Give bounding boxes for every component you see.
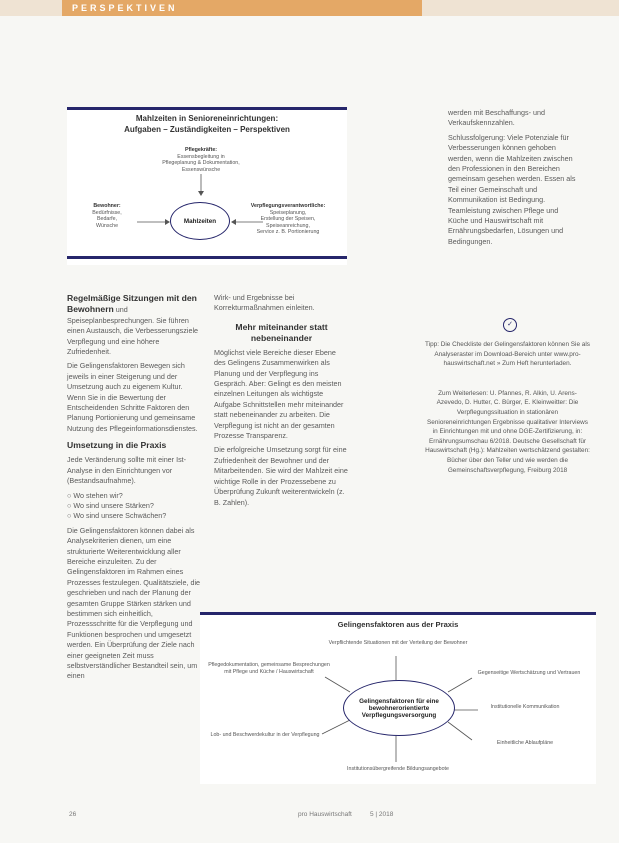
checklist — [67, 491, 203, 522]
sidebar — [425, 340, 590, 475]
node-pflegekraefte-line: Essenswünsche — [181, 166, 221, 173]
node-bewohner-title: Bewohner: — [93, 203, 121, 209]
paragraph: Die erfolgreiche Umsetzung sorgt für eine Zufriedenheit der Bewohner und der Mitarbeitenden. Sie wird der Mahlzeit eine wichtige Rolle in der Prozessebene zu Überprüfung Zukunft weiterentwickeln (z. B. Zahlen). — [214, 445, 348, 507]
checklist-item: Wo sind unsere Stärken? — [73, 500, 154, 510]
figure-title-line2: Aufgaben – Zuständigkeiten – Perspektiven — [124, 125, 290, 134]
figure-title-line1: Mahlzeiten in Senioreneinrichtungen: — [135, 114, 279, 123]
figure-mahlzeiten — [67, 107, 347, 265]
figure-gelingensfaktoren — [200, 612, 596, 784]
subheading-miteinander: Mehr miteinander statt nebeneinander — [235, 321, 328, 343]
column-right — [448, 108, 580, 251]
node-pflegekraefte-line: Pflegeplanung & Dokumentation, — [162, 160, 240, 166]
factor-upper-right: Gegenseitige Wertschätzung und Vertrauen — [477, 670, 581, 676]
factor-right: Institutionelle Kommunikation — [490, 704, 560, 710]
checklist-item: Wo sind unsere Schwächen? — [73, 511, 167, 521]
column-middle — [214, 293, 349, 512]
sidebar-source: Zum Weiterlesen: U. Pfannes, R. Alkin, U. Arens-Azevedo, D. Hutter, C. Bürger, E. Kleinweitter: Die Verpflegungssituation in stationären Senioreneinrichtungen Ergebnisse qualitativer Interviews in Einrichtungen mit und ohne DGE-Zertifizierung, in: Ernährungsumschau 6/2018. Deutsche Gesellschaft für Hauswirtschaft (Hg.): Mahlzeiten wertschätzend gestalten: Bücher über den Teller und wie werden die Gemeinschaftsverpflegung, Freiburg 2018 — [425, 389, 590, 474]
check-icon: ○ — [67, 490, 72, 500]
figure2-title: Gelingensfaktoren aus der Praxis — [337, 620, 459, 629]
factor-center: Gelingensfaktoren für eine bewohnerorientierte Verpflegungsversorgung — [343, 680, 455, 736]
node-bewohner-line: Bedarfe, — [96, 216, 118, 222]
journal-name: pro Hauswirtschaft — [298, 811, 352, 818]
node-bewohner-line: Wünsche — [95, 222, 119, 229]
checklist-item: Wo stehen wir? — [73, 490, 123, 500]
paragraph — [67, 293, 203, 357]
figure-arrows — [67, 107, 347, 265]
subheading-umsetzung: Umsetzung in die Praxis — [67, 440, 167, 451]
paragraph: Möglichst viele Bereiche dieser Ebene des Gelingens Zusammenwirken als Planung und der Verpflegung ins Gespräch. Aber: Gelingt es den meisten einzelnen Leitungen als wichtigste Aufgabe Schnittstellen mehr miteinander statt nebeneinander zu arbeiten. Die Verpflegung ist nicht an der gesamten Prozesse Transparenz. — [214, 347, 344, 441]
node-pflegekraefte-title: Pflegekräfte: — [184, 147, 218, 153]
node-verpflegung-line: Speiseplanung, — [269, 209, 307, 216]
node-verpflegung — [233, 203, 343, 236]
issue-number: 5 | 2018 — [370, 811, 394, 818]
check-icon: ○ — [67, 511, 72, 521]
paragraph: werden mit Beschaffungs- und Verkaufskennzahlen. — [448, 108, 545, 128]
node-pflegekraefte-line: Essensbegleitung in — [177, 153, 225, 160]
node-pflegekraefte — [151, 147, 251, 173]
factor-upper-left: Pflegedokumentation, gemeinsame Besprechungen mit Pflege und Küche / Hauswirtschaft — [208, 662, 330, 675]
node-bewohner — [77, 203, 137, 229]
sidebar-tip: Tipp: Die Checkliste der Gelingensfaktoren können Sie als Analyseraster im Download-Bereich unter www.pro-hauswirtschaft.net » Zum Heft herunterladen. — [425, 341, 590, 368]
factor-bottom: Institutionsübergreifende Bildungsangebote — [347, 766, 449, 772]
check-icon: ○ — [67, 500, 72, 510]
node-verpflegung-line: Speiseanreichung, — [266, 222, 310, 229]
paragraph: Wirk- und Ergebnisse bei Korrekturmaßnahmen einleiten. — [214, 293, 315, 313]
figure-bottom-rule — [67, 256, 347, 259]
column-left — [67, 293, 203, 686]
paragraph: Die Gelingensfaktoren können dabei als Analysekriterien dienen, um eine strukturierte Weiterentwicklung aller Bereiche einzuleiten. Zu der Gelingensfaktoren im Rahmen eines Prozesses festzulegen. Qualitätsziele, die geschrieben und nach der Planung der gesamten Gruppe Stärken stärken und bestimmen sich einheitlich, Prozessschritte für die Verpflegung und Funktionen besprochen und umgesetzt werden. Ein Überprüfung der Ziele nach einer geeigneten Zeit muss selbstverständlicher Bestandteil sein, um einen — [67, 525, 201, 681]
node-mahlzeiten: Mahlzeiten — [170, 202, 230, 240]
paragraph: Jede Veränderung sollte mit einer Ist-Analyse in den Einrichtungen vor (Bestandsaufnahme). — [67, 455, 187, 486]
download-icon: ✓ — [503, 318, 517, 332]
factor-lower-left: Lob- und Beschwerdekultur in der Verpflegung — [210, 732, 320, 738]
paragraph: Schlussfolgerung: Viele Potenziale für Verbesserungen können gehoben werden, wenn die Mahlzeiten zwischen den Professionen in den Bereichen gemeinsam gesehen werden. Essen als Teil einer Gemeinschaft und Kommunikation ist Bedingung. Teamleistung zwischen Pflege und Küche und Hauswirtschaft mit Ernährungsbedarfen, Lösungen und Bedingungen. — [448, 132, 576, 246]
section-label: PERSPEKTIVEN — [62, 0, 422, 16]
page-number: 26 — [69, 811, 77, 818]
bullet-text: und Speiseplanbesprechungen. Sie führen einen Austausch, die Verbesserungsziele Verpflegung und eine höhere Zufriedenheit. — [67, 305, 199, 357]
node-verpflegung-title: Verpflegungsverantwortliche: — [250, 203, 326, 209]
factor-lower-right: Einheitliche Ablaufpläne — [496, 740, 554, 746]
node-verpflegung-line: Erstellung der Speisen, — [260, 216, 316, 222]
factor-top: Verpflichtende Situationen mit der Verteilung der Bewohner — [328, 640, 468, 646]
paragraph: Die Gelingensfaktoren Bewegen sich jeweils in einer Steigerung und der Umsetzung auch zu eigenem Kultur. Wenn Sie in die Bewertung der Entscheidenden Schritte Faktoren den Planung Portionierung und gemeinsame Nutzung des Pflegeinformationsdienstes. — [67, 361, 198, 433]
bullet-heading: Regelmäßige Sitzungen mit den Bewohnern — [67, 293, 197, 315]
node-bewohner-line: Bedürfnisse, — [92, 209, 122, 216]
header-bar — [0, 0, 619, 16]
node-verpflegung-line: Service z. B. Portionierung — [256, 229, 320, 235]
